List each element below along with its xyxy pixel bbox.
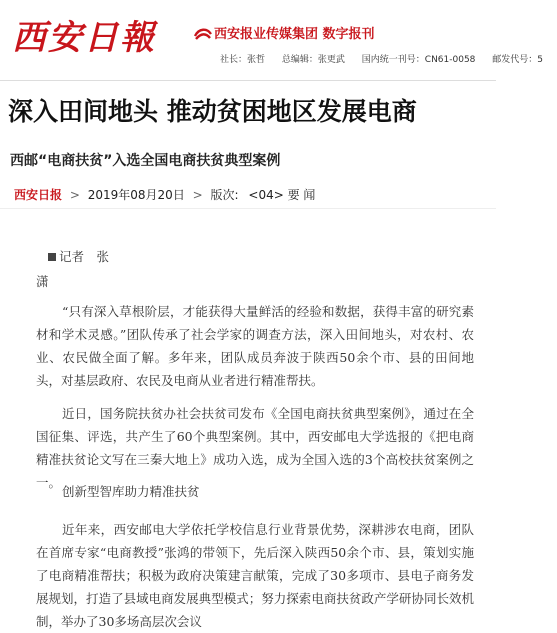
masthead — [0, 0, 544, 70]
postal-code: 邮发代号：5 — [492, 55, 544, 65]
breadcrumb-paper-link[interactable]: 西安日报 — [14, 188, 63, 202]
article-subheadline: 西邮“电商扶贫”入选全国电商扶贫典型案例 — [10, 153, 281, 169]
byline-continued: 潇 — [36, 274, 49, 289]
header-divider — [0, 80, 496, 81]
square-bullet-icon — [48, 253, 56, 261]
article-section-heading: 创新型智库助力精准扶贫 — [62, 484, 200, 499]
issn: 国内统一刊号：CN61-0058 — [361, 55, 476, 65]
article-paragraph: 近年来，西安邮电大学依托学校信息行业背景优势，深耕涉农电商，团队在首席专家“电商教授”张鸿的带领下，先后深入陕西50余个市、县，策划实施了电商精准帮扶；积极为政府决策建言献策，完成了30多项市、县电子商务发展规划，打造了县域电商发展典型模式；努力探索电商扶贫政产学研协同长效机制，举办了30多场高层次会议 — [36, 522, 474, 629]
masthead-meta — [220, 52, 557, 65]
byline: 记者 张 — [48, 247, 109, 265]
president: 社长：张哲 — [220, 55, 266, 65]
breadcrumb — [14, 186, 315, 203]
breadcrumb-edition-label: 版次: — [210, 188, 239, 202]
chief-editor: 总编辑：张更武 — [281, 55, 345, 65]
section-divider — [0, 208, 496, 209]
group-logo-icon — [193, 24, 213, 42]
article-paragraph: 近日，国务院扶贫办社会扶贫司发布《全国电商扶贫典型案例》，通过在全国征集、评选，共产生了60个典型案例。其中，西安邮电大学选报的《把电商精准扶贫论文写在三秦大地上》成功入选，成为全国入选的3个高校扶贫案例之一。 — [36, 406, 474, 490]
group-name: 西安报业传媒集团 数字报刊 — [214, 27, 375, 42]
article-headline: 深入田间地头 推动贫困地区发展电商 — [8, 97, 417, 126]
newspaper-logo[interactable]: 西安日報 — [12, 18, 156, 58]
chevron-right-icon: > — [69, 188, 80, 202]
breadcrumb-edition[interactable]: <04> 要 闻 — [248, 188, 316, 202]
breadcrumb-date[interactable]: 2019年08月20日 — [87, 188, 185, 202]
article-paragraph: “只有深入草根阶层，才能获得大量鲜活的经验和数据，获得丰富的研究素材和学术灵感。”团队传承了社会学家的调查方法，深入田间地头，对农村、农业、农民做全面了解。多年来，团队成员奔波于陕西50余个市、县的田间地头，对基层政府、农民及电商从业者进行精准帮扶。 — [36, 304, 474, 388]
chevron-right-icon: > — [192, 188, 203, 202]
